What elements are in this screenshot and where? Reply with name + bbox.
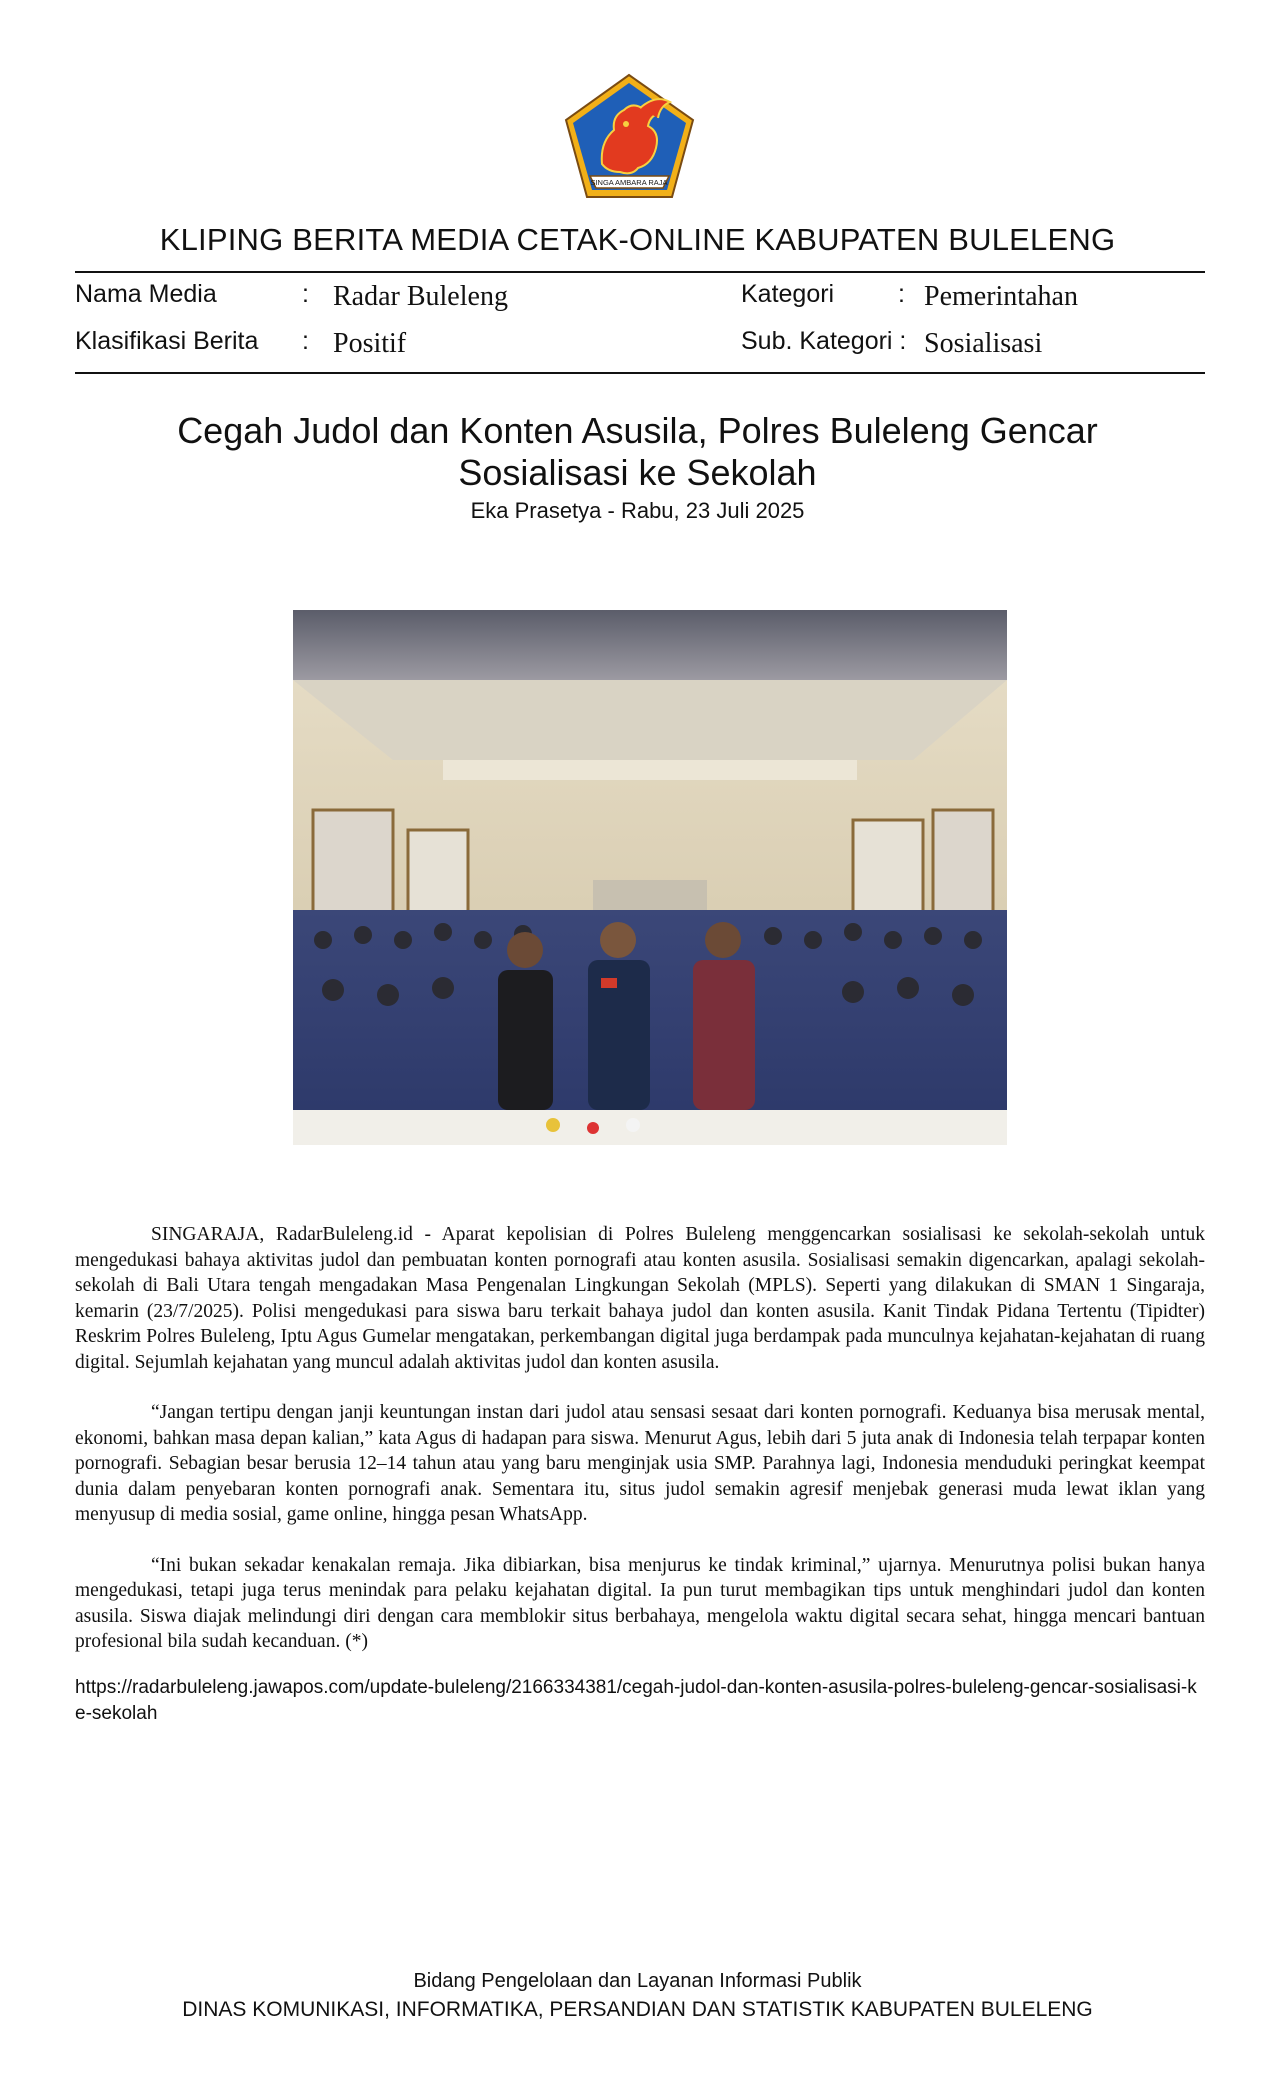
footer-agency: DINAS KOMUNIKASI, INFORMATIKA, PERSANDIAN DAN STATISTIK KABUPATEN BULELENG — [182, 1998, 1093, 2021]
document-title: KLIPING BERITA MEDIA CETAK-ONLINE KABUPATEN BULELENG — [159, 222, 1116, 257]
footer-department: Bidang Pengelolaan dan Layanan Informasi Publik — [413, 1970, 862, 1992]
article-headline — [0, 410, 1275, 494]
media-value: Radar Buleleng — [333, 281, 508, 312]
paragraph-2: “Jangan tertipu dengan janji keuntungan instan dari judol atau sensasi sesaat dari konten pornografi. Keduanya bisa merusak mental, ekonomi, bahkan masa depan kalian,” kata Agus di hadapan para siswa. Menurut Agus, lebih dari 5 juta anak di Indonesia telah terpapar konten pornografi. Sebagian besar berusia 12–14 tahun atau yang baru menginjak usia SMP. Parahnya lagi, Indonesia menduduki peringkat keempat dunia dalam penyebaran konten pornografi anak. Sementara itu, situs judol semakin agresif menjebak generasi muda lewat iklan yang menyusup di media sosial, game online, hingga pesan WhatsApp. — [75, 1402, 1205, 1525]
header-rule-bottom — [75, 372, 1205, 374]
headline-line-2: Sosialisasi ke Sekolah — [458, 452, 817, 493]
source-url: https://radarbuleleng.jawapos.com/update-buleleng/2166334381/cegah-judol-dan-konten-asusila-polres-buleleng-gencar-sosialisasi-ke-sekolah — [75, 1677, 1197, 1724]
klasifikasi-value: Positif — [333, 328, 407, 359]
media-colon: : — [302, 280, 309, 308]
headline-line-1: Cegah Judol dan Konten Asusila, Polres Buleleng Gencar — [177, 410, 1098, 451]
header-rule-top — [75, 271, 1205, 273]
paragraph-1: SINGARAJA, RadarBuleleng.id - Aparat kepolisian di Polres Buleleng menggencarkan sosialisasi ke sekolah-sekolah untuk mengedukasi bahaya aktivitas judol dan pembuatan konten pornografi atau konten asusila. Sosialisasi semakin digencarkan, apalagi sekolah-sekolah di Bali Utara tengah mengadakan Masa Pengenalan Lingkungan Sekolah (MPLS). Seperti yang dilakukan di SMAN 1 Singaraja, kemarin (23/7/2025). Polisi mengedukasi para siswa baru terkait bahaya judol dan konten asusila. Kanit Tindak Pidana Tertentu (Tipidter) Reskrim Polres Buleleng, Iptu Agus Gumelar mengatakan, perkembangan digital juga berdampak pada munculnya kejahatan-kejahatan di ruang digital. Sejumlah kejahatan yang muncul adalah aktivitas judol dan konten asusila. — [75, 1224, 1205, 1373]
article-photo — [293, 610, 1007, 1145]
media-label: Nama Media — [75, 280, 217, 308]
subkategori-label: Sub. Kategori : — [741, 327, 907, 355]
klasifikasi-label: Klasifikasi Berita — [75, 327, 259, 355]
subkategori-value: Sosialisasi — [924, 328, 1043, 359]
kategori-value: Pemerintahan — [924, 281, 1078, 312]
shield-emblem — [562, 72, 697, 202]
kategori-label: Kategori — [741, 280, 835, 308]
kategori-colon: : — [898, 280, 905, 308]
logo-text: SINGA AMBARA RAJA — [590, 178, 668, 187]
paragraph-3: “Ini bukan sekadar kenakalan remaja. Jika dibiarkan, bisa menjurus ke tindak kriminal,” ujarnya. Menurutnya polisi bukan hanya mengedukasi, tetapi juga terus menindak para pelaku kejahatan digital. Ia pun turut membagikan tips untuk menghindari judol dan konten asusila. Siswa diajak melindungi diri dengan cara memblokir situs berbahaya, mengelola waktu digital secara sehat, hingga mencari bantuan profesional bila sudah kecanduan. (*) — [75, 1554, 1205, 1652]
article-body — [75, 1222, 1205, 1680]
article-byline: Eka Prasetya - Rabu, 23 Juli 2025 — [470, 498, 805, 523]
klasifikasi-colon: : — [302, 327, 309, 355]
